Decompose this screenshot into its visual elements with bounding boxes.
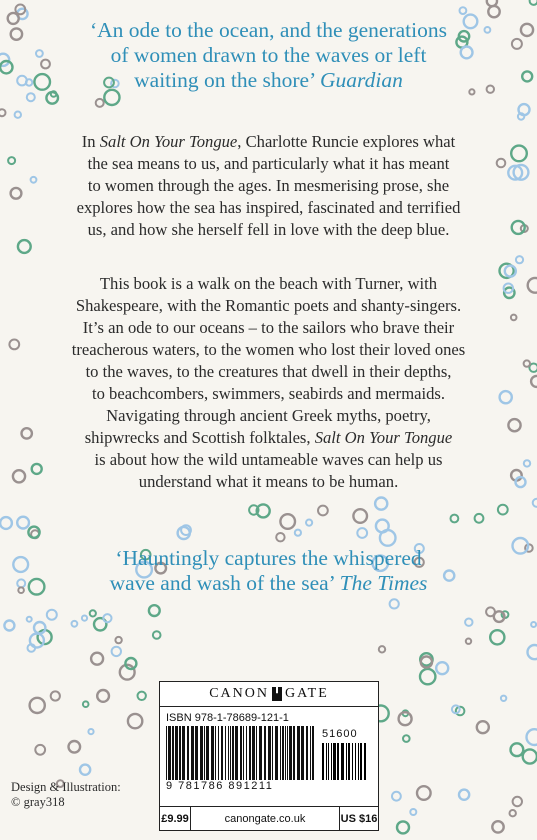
bubble-circle: [32, 464, 42, 474]
barcode-bar: [240, 726, 242, 780]
bubble-circle: [459, 790, 469, 800]
bubble-circle: [17, 579, 25, 587]
barcode-bar: [275, 726, 278, 780]
blurb-line: to the waves, to the creatures that dwell in their depths,: [85, 362, 452, 381]
barcode-bar: [225, 726, 226, 780]
bubble-circle: [295, 530, 301, 536]
bubble-circle: [420, 669, 435, 684]
barcode-bar: [182, 726, 185, 780]
bubble-circle: [397, 821, 409, 833]
barcode-bar: [246, 726, 247, 780]
bubble-circle: [11, 188, 22, 199]
quote-source-the-times: The Times: [339, 571, 428, 595]
barcode-bar: [230, 726, 231, 780]
barcode-bar: [235, 726, 238, 780]
bubble-circle: [512, 39, 522, 49]
bubble-circle: [511, 146, 527, 162]
supplement-number: 51600: [322, 728, 358, 740]
bubble-circle: [357, 528, 367, 538]
credit-line: © gray318: [11, 795, 65, 809]
barcode-bar: [211, 726, 214, 780]
bubble-circle: [522, 71, 532, 81]
bubble-circle: [149, 605, 160, 616]
bubble-circle: [13, 470, 25, 482]
barcode-bar: [187, 726, 189, 780]
bubble-circle: [521, 24, 533, 36]
blurb-text: In: [81, 132, 100, 151]
blurb-line: This book is a walk on the beach with Turner, with: [99, 274, 438, 293]
barcode-bar: [215, 726, 216, 780]
bubble-circle: [27, 93, 35, 101]
barcode-bar: [333, 743, 336, 780]
bubble-circle: [527, 729, 537, 745]
barcode-bar: [172, 726, 174, 780]
bubble-circle: [51, 691, 60, 700]
barcode-bar: [364, 743, 366, 780]
barcode-bar: [326, 743, 327, 780]
bubble-circle: [524, 360, 530, 366]
bubble-circle: [488, 6, 499, 17]
barcode-bar: [358, 743, 359, 780]
bubble-circle: [80, 765, 90, 775]
bubble-circle: [31, 177, 37, 183]
bubble-circle: [523, 749, 537, 763]
bubble-circle: [513, 797, 522, 806]
bubble-circle: [500, 391, 512, 403]
barcode-bar: [168, 726, 171, 780]
bubble-circle: [531, 376, 537, 387]
quote-line: of women drawn to the waves or left: [110, 43, 427, 67]
bubble-circle: [82, 616, 87, 621]
bubble-circle: [519, 104, 530, 115]
blurb-line: explores how the sea has inspired, fascinated and terrified: [76, 198, 461, 217]
bottom-review-quote: [40, 546, 497, 596]
bubble-circle: [403, 735, 410, 742]
barcode-bar: [346, 743, 347, 780]
bubble-circle: [475, 514, 484, 523]
bubble-circle: [128, 714, 142, 728]
bubble-circle: [138, 692, 146, 700]
barcode-bar: [232, 726, 234, 780]
bubble-circle: [524, 460, 530, 466]
barcode-bar: [272, 726, 273, 780]
bubble-circle: [8, 157, 15, 164]
bubble-circle: [501, 696, 506, 701]
bubble-circle: [511, 315, 517, 321]
ean-barcode: [166, 726, 316, 780]
quote-line: waiting on the shore’: [134, 68, 321, 92]
barcode-bar: [322, 743, 324, 780]
barcode-bar: [348, 743, 350, 780]
bubble-circle: [451, 515, 459, 523]
bubble-circle: [47, 610, 57, 620]
bubble-circle: [0, 61, 12, 73]
price-row: [160, 806, 378, 831]
bubble-circle: [17, 517, 29, 529]
bubble-circle: [528, 278, 537, 293]
blurb-line: the sea means to us, and particularly what it has meant: [87, 154, 450, 173]
credit-line: Design & Illustration:: [11, 780, 121, 794]
barcode-bar: [200, 726, 203, 780]
canongate-gate-icon: [272, 687, 282, 701]
bubble-circle: [417, 786, 431, 800]
bubble-circle: [13, 557, 28, 572]
bubble-circle: [512, 221, 525, 234]
bubble-circle: [18, 240, 31, 253]
bubble-circle: [35, 745, 45, 755]
bubble-circle: [11, 28, 22, 39]
book-title: Salt On Your Tongue: [314, 428, 453, 447]
barcode-bar: [312, 726, 314, 780]
bubble-circle: [27, 617, 32, 622]
bubble-circle: [390, 599, 399, 608]
isbn-number: ISBN 978-1-78689-121-1: [166, 712, 289, 724]
bubble-circle: [533, 499, 537, 507]
top-review-quote: [40, 18, 497, 93]
ean-digits: 9 781786 891211: [166, 780, 274, 792]
bubble-circle: [465, 619, 472, 626]
bubble-circle: [30, 698, 45, 713]
bubble-circle: [4, 621, 14, 631]
quote-line: wave and wash of the sea’: [109, 571, 340, 595]
bubble-circle: [492, 821, 503, 832]
barcode-bar: [218, 726, 219, 780]
publisher-name-right: GATE: [285, 686, 329, 701]
bubble-circle: [531, 622, 536, 627]
bubble-circle: [0, 109, 6, 116]
barcode-bar: [249, 726, 251, 780]
bubble-circle: [511, 743, 524, 756]
bubble-circle: [530, 0, 537, 5]
quote-line: ‘An ode to the ocean, and the generations: [89, 18, 447, 42]
barcode-bar: [268, 726, 271, 780]
bubble-circle: [436, 662, 448, 674]
barcode-bar: [195, 726, 198, 780]
bubble-circle: [103, 614, 111, 622]
barcode-bar: [166, 726, 167, 780]
bubble-circle: [83, 701, 89, 707]
book-title: Salt On Your Tongue: [99, 132, 238, 151]
bubble-circle: [96, 99, 104, 107]
bubble-circle: [306, 520, 312, 526]
barcode-bar: [175, 726, 178, 780]
quote-line: ‘Hauntingly captures the whispered: [115, 546, 422, 570]
bubble-circle: [466, 639, 471, 644]
bubble-circle: [318, 506, 328, 516]
bubble-circle: [379, 646, 385, 652]
bubble-circle: [178, 527, 190, 539]
bubble-circle: [115, 637, 121, 643]
publisher-logo: [160, 682, 378, 707]
blurb-line: It’s an ode to our oceans – to the sailors who brave their: [82, 318, 455, 337]
barcode-bar: [282, 726, 284, 780]
barcode-bar: [287, 726, 288, 780]
bubble-circle: [487, 0, 497, 6]
bubble-circle: [88, 729, 93, 734]
barcode-panel: [159, 681, 379, 831]
blurb-line: us, and how she herself fell in love with the deep blue.: [87, 220, 450, 239]
barcode-bar: [228, 726, 229, 780]
bubble-circle: [497, 159, 506, 168]
bubble-circle: [22, 428, 32, 438]
bubble-circle: [91, 653, 103, 665]
price-us: US $16: [340, 813, 378, 825]
bubble-circle: [410, 809, 416, 815]
bubble-circle: [18, 587, 24, 593]
bubble-circle: [69, 741, 81, 753]
barcode-bar: [297, 726, 300, 780]
bubble-circle: [399, 712, 412, 725]
bubble-circle: [516, 256, 523, 263]
bubble-circle: [276, 533, 284, 541]
barcode-bar: [252, 726, 255, 780]
bubble-circle: [392, 792, 401, 801]
bubble-circle: [26, 79, 32, 85]
bubble-circle: [508, 419, 520, 431]
bubble-circle: [375, 498, 387, 510]
bubble-circle: [72, 621, 78, 627]
barcode-bar: [264, 726, 266, 780]
barcode-bar: [328, 743, 329, 780]
bubble-circle: [0, 517, 12, 529]
quote-source-guardian: Guardian: [320, 68, 403, 92]
barcode-bar: [289, 726, 292, 780]
bubble-circle: [460, 7, 467, 14]
barcode-bar: [280, 726, 281, 780]
bubble-circle: [510, 810, 516, 816]
barcode-bar: [191, 726, 194, 780]
barcode-bar: [179, 726, 181, 780]
blurb-line: Shakespeare, with the Romantic poets and shanty-singers.: [75, 296, 462, 315]
blurb-line: to beachcombers, swimmers, seabirds and mermaids.: [92, 384, 445, 403]
barcode-bar: [355, 743, 356, 780]
blurb-paragraph-2: [50, 273, 487, 493]
bubble-circle: [477, 721, 489, 733]
supplement-barcode: [322, 743, 370, 780]
bubble-circle: [15, 112, 21, 118]
barcode-bar: [352, 743, 353, 780]
bubble-circle: [112, 647, 121, 656]
barcode-bar: [310, 726, 311, 780]
bubble-circle: [280, 514, 295, 529]
design-credit: [11, 780, 121, 810]
blurb-line: Navigating through ancient Greek myths, poetry,: [106, 406, 431, 425]
blurb-line: understand what it means to be human.: [138, 472, 399, 491]
barcode-bar: [243, 726, 244, 780]
bubble-circle: [90, 610, 96, 616]
barcode-bar: [337, 743, 339, 780]
bubble-circle: [153, 631, 161, 639]
blurb-line: is about how the wild untameable waves can help us: [94, 450, 443, 469]
barcode-bar: [285, 726, 286, 780]
bubble-circle: [125, 658, 136, 669]
publisher-website: canongate.co.uk: [191, 807, 340, 831]
bubble-circle: [528, 645, 537, 659]
barcode-bar: [204, 726, 205, 780]
barcode-bar: [331, 743, 332, 780]
publisher-name-left: CANON: [209, 686, 269, 701]
blurb-line: treacherous waters, to the women who lost their loved ones: [71, 340, 466, 359]
barcode-bar: [206, 726, 209, 780]
bubble-circle: [353, 509, 367, 523]
barcode-bar: [301, 726, 304, 780]
blurb-line: shipwrecks and Scottish folktales,: [84, 428, 315, 447]
blurb-line: to women through the ages. In mesmerising prose, she: [87, 176, 450, 195]
bubble-circle: [490, 630, 504, 644]
barcode-bar: [341, 743, 344, 780]
barcode-bar: [293, 726, 295, 780]
barcode-bar: [360, 743, 362, 780]
blurb-paragraph-1: [50, 131, 487, 241]
barcode-bar: [306, 726, 308, 780]
bubble-circle: [97, 690, 109, 702]
bubble-circle: [486, 607, 495, 616]
bubble-circle: [8, 13, 19, 24]
bubble-circle: [9, 340, 19, 350]
barcode-bar: [221, 726, 223, 780]
bubble-circle: [498, 505, 508, 515]
price-uk: £9.99: [160, 807, 191, 831]
barcode-bar: [259, 726, 262, 780]
barcode-bar: [256, 726, 257, 780]
bubble-circle: [376, 520, 389, 533]
blurb-text: , Charlotte Runcie explores what: [237, 132, 456, 151]
